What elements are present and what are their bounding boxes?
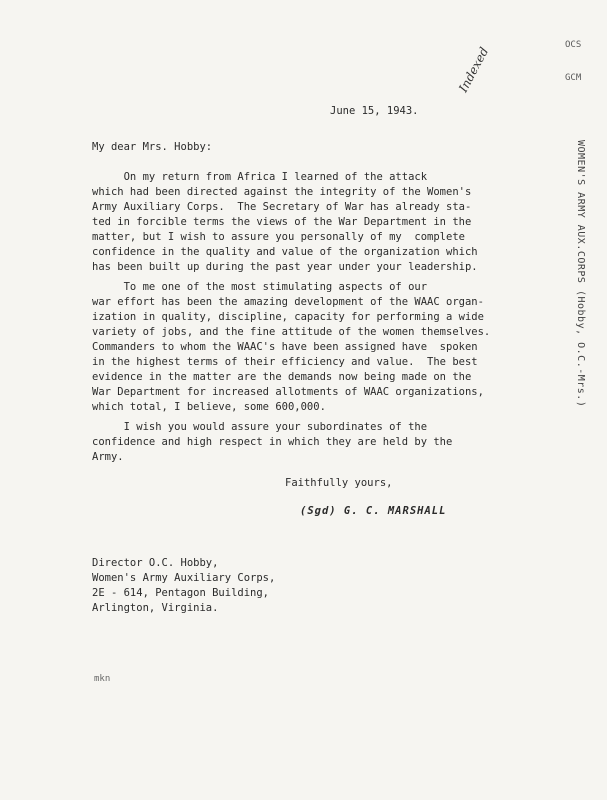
- paragraph-3: [92, 420, 452, 465]
- address-line: Arlington, Virginia.: [92, 602, 219, 614]
- paragraph-line: War Department for increased allotments of WAAC organizations,: [92, 386, 484, 398]
- signature: (Sgd) G. C. MARSHALL: [300, 505, 447, 517]
- paragraph-1: [92, 170, 478, 275]
- paragraph-line: which had been directed against the integrity of the Women's: [92, 186, 472, 198]
- paragraph-line: Commanders to whom the WAAC's have been assigned have spoken: [92, 341, 478, 353]
- paragraph-line: matter, but I wish to assure you personally of my complete: [92, 231, 465, 243]
- paragraph-line: To me one of the most stimulating aspects of our: [92, 281, 428, 293]
- paragraph-line: variety of jobs, and the fine attitude of the women themselves.: [92, 326, 491, 338]
- address-line: Women's Army Auxiliary Corps,: [92, 572, 276, 584]
- recipient-address: [92, 556, 275, 616]
- paragraph-line: war effort has been the amazing development of the WAAC organ-: [92, 296, 484, 308]
- address-line: Director O.C. Hobby,: [92, 557, 219, 569]
- paragraph-line: ization in quality, discipline, capacity for performing a wide: [92, 311, 484, 323]
- paragraph-line: in the highest terms of their efficiency and value. The best: [92, 356, 478, 368]
- paragraph-line: On my return from Africa I learned of the attack: [92, 171, 428, 183]
- salutation: My dear Mrs. Hobby:: [92, 141, 213, 153]
- paragraph-line: I wish you would assure your subordinates of the: [92, 421, 428, 433]
- handwritten-note: Indexed: [456, 44, 492, 95]
- paragraph-line: has been built up during the past year under your leadership.: [92, 261, 478, 273]
- corner-code: [565, 18, 587, 106]
- paragraph-line: which total, I believe, some 600,000.: [92, 401, 326, 413]
- corner-code-line: OCS: [565, 40, 582, 50]
- paragraph-line: evidence in the matter are the demands now being made on the: [92, 371, 472, 383]
- corner-code-line: GCM: [565, 73, 582, 83]
- address-line: 2E - 614, Pentagon Building,: [92, 587, 270, 599]
- paragraph-line: Army.: [92, 451, 124, 463]
- margin-file-note: WOMEN'S ARMY AUX.CORPS (Hobby, O.C.-Mrs.): [575, 140, 586, 408]
- paragraph-line: confidence and high respect in which they are held by the: [92, 436, 453, 448]
- paragraph-line: confidence in the quality and value of the organization which: [92, 246, 478, 258]
- paragraph-2: [92, 280, 490, 415]
- closing: Faithfully yours,: [285, 477, 393, 489]
- paragraph-line: ted in forcible terms the views of the War Department in the: [92, 216, 472, 228]
- letter-date: June 15, 1943.: [330, 105, 419, 117]
- paragraph-line: Army Auxiliary Corps. The Secretary of War has already sta-: [92, 201, 472, 213]
- typist-initials: mkn: [94, 674, 111, 684]
